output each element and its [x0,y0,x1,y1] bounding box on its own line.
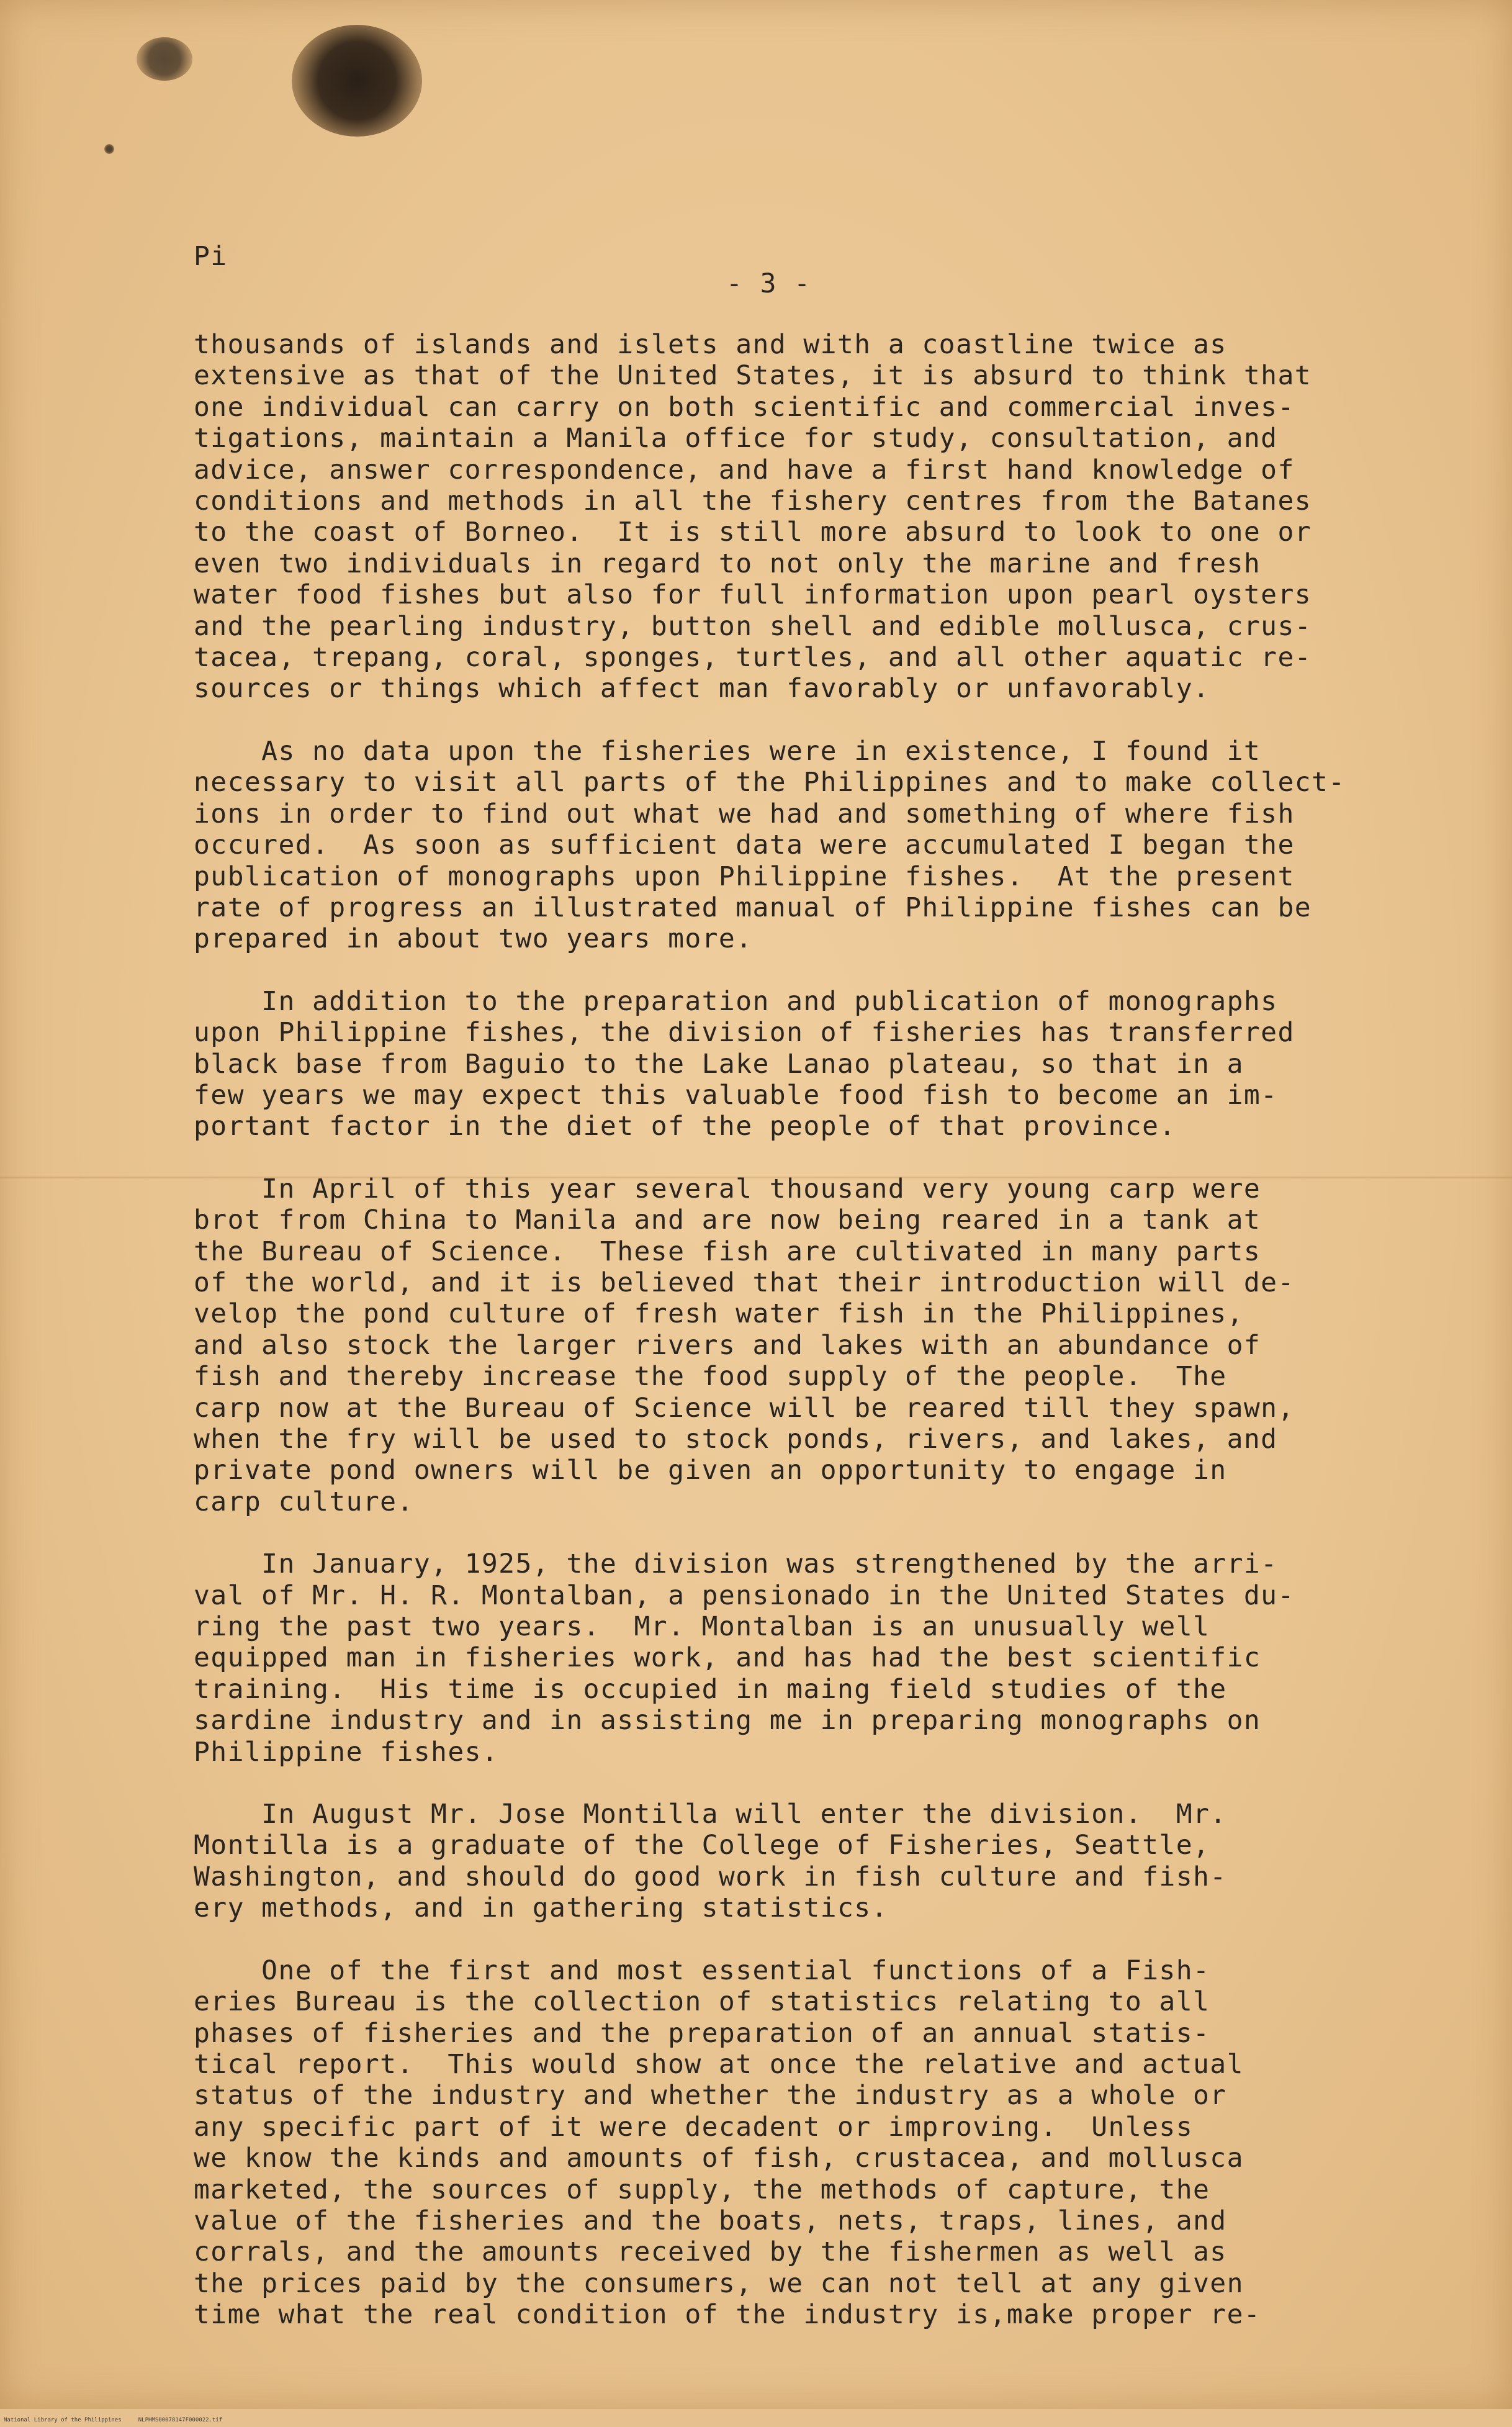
page-number: - 3 - [726,268,811,299]
text-line: few years we may expect this valuable food fish to become an im- [194,1079,1278,1111]
text-line: advice, answer correspondence, and have a first hand knowledge of [194,454,1295,486]
text-line: In January, 1925, the division was strengthened by the arri- [194,1548,1278,1580]
text-line: necessary to visit all parts of the Philippines and to make collect- [194,767,1346,798]
text-line: and the pearling industry, button shell and edible mollusca, crus- [194,610,1312,642]
header-mark: Pi [194,241,228,272]
text-line: carp culture. [194,1486,414,1517]
text-line: One of the first and most essential functions of a Fish- [194,1955,1210,1986]
paragraph [194,986,1466,1142]
text-line: brot from China to Manila and are now being reared in a tank at [194,1204,1261,1236]
text-line: conditions and methods in all the fishery centres from the Batanes [194,486,1312,517]
text-line: velop the pond culture of fresh water fish in the Philippines, [194,1298,1244,1330]
ink-stain [292,25,422,137]
text-line: Montilla is a graduate of the College of Fisheries, Seattle, [194,1830,1210,1861]
text-line: In April of this year several thousand very young carp were [194,1173,1261,1204]
text-line: even two individuals in regard to not only the marine and fresh [194,548,1261,579]
text-line: to the coast of Borneo. It is still more absurd to look to one or [194,517,1312,548]
text-line: water food fishes but also for full information upon pearl oysters [194,579,1312,611]
text-line: carp now at the Bureau of Science will be reared till they spawn, [194,1392,1295,1424]
text-line: prepared in about two years more. [194,923,753,955]
text-line: tacea, trepang, coral, sponges, turtles, and all other aquatic re- [194,642,1312,674]
archive-caption: National Library of the Philippines NLPHMS00078147F000022.tif [4,2417,223,2423]
ink-spot [104,144,114,154]
paragraph [194,329,1466,705]
body-text [194,329,1466,2362]
text-line: extensive as that of the United States, it is absurd to think that [194,360,1312,392]
ink-stain [137,37,192,81]
text-line: and also stock the larger rivers and lakes with an abundance of [194,1329,1261,1361]
text-line: rate of progress an illustrated manual of Philippine fishes can be [194,892,1312,923]
text-line: marketed, the sources of supply, the methods of capture, the [194,2174,1210,2205]
text-line: In addition to the preparation and publication of monographs [194,985,1278,1017]
text-line: ions in order to find out what we had and something of where fish [194,798,1295,829]
paragraph [194,1173,1466,1517]
text-line: ring the past two years. Mr. Montalban is an unusually well [194,1611,1210,1643]
text-line: one individual can carry on both scientific and commercial inves- [194,391,1295,423]
text-line: training. His time is occupied in maing field studies of the [194,1673,1227,1705]
text-line: value of the fisheries and the boats, nets, traps, lines, and [194,2205,1227,2236]
text-line: In August Mr. Jose Montilla will enter the division. Mr. [194,1799,1227,1830]
text-line: sardine industry and in assisting me in preparing monographs on [194,1705,1261,1737]
text-line: private pond owners will be given an opportunity to engage in [194,1455,1227,1486]
text-line: time what the real condition of the industry is,make proper re- [194,2299,1261,2331]
text-line: the Bureau of Science. These fish are cultivated in many parts [194,1236,1261,1267]
text-line: status of the industry and whether the industry as a whole or [194,2080,1227,2112]
text-line: when the fry will be used to stock ponds, rivers, and lakes, and [194,1424,1278,1455]
text-line: black base from Baguio to the Lake Lanao plateau, so that in a [194,1048,1244,1080]
text-line: portant factor in the diet of the people of that province. [194,1111,1176,1142]
text-line: ery methods, and in gathering statistics. [194,1892,888,1924]
text-line: we know the kinds and amounts of fish, crustacea, and mollusca [194,2143,1244,2174]
text-line: val of Mr. H. R. Montalban, a pensionado in the United States du- [194,1580,1295,1611]
text-line: thousands of islands and islets and with a coastline twice as [194,329,1227,360]
text-line: upon Philippine fishes, the division of fisheries has transferred [194,1017,1295,1049]
paragraph [194,1548,1466,1768]
paragraph [194,736,1466,955]
text-line: fish and thereby increase the food supply of the people. The [194,1361,1227,1393]
paragraph [194,1955,1466,2331]
text-line: tigations, maintain a Manila office for study, consultation, and [194,423,1278,454]
paragraph [194,1799,1466,1924]
text-line: phases of fisheries and the preparation of an annual statis- [194,2017,1210,2049]
text-line: publication of monographs upon Philippine fishes. At the present [194,861,1295,892]
text-line: Washington, and should do good work in fish culture and fish- [194,1861,1227,1892]
text-line: occured. As soon as sufficient data were accumulated I began the [194,829,1295,861]
text-line: any specific part of it were decadent or improving. Unless [194,2111,1194,2143]
text-line: the prices paid by the consumers, we can not tell at any given [194,2267,1244,2299]
text-line: tical report. This would show at once the relative and actual [194,2048,1244,2080]
text-line: corrals, and the amounts received by the fishermen as well as [194,2236,1227,2268]
text-line: sources or things which affect man favorably or unfavorably. [194,673,1210,705]
text-line: Philippine fishes. [194,1736,499,1768]
text-line: As no data upon the fisheries were in existence, I found it [194,735,1261,767]
text-line: of the world, and it is believed that their introduction will de- [194,1267,1295,1298]
text-line: eries Bureau is the collection of statistics relating to all [194,1986,1210,2018]
text-line: equipped man in fisheries work, and has had the best scientific [194,1642,1261,1674]
